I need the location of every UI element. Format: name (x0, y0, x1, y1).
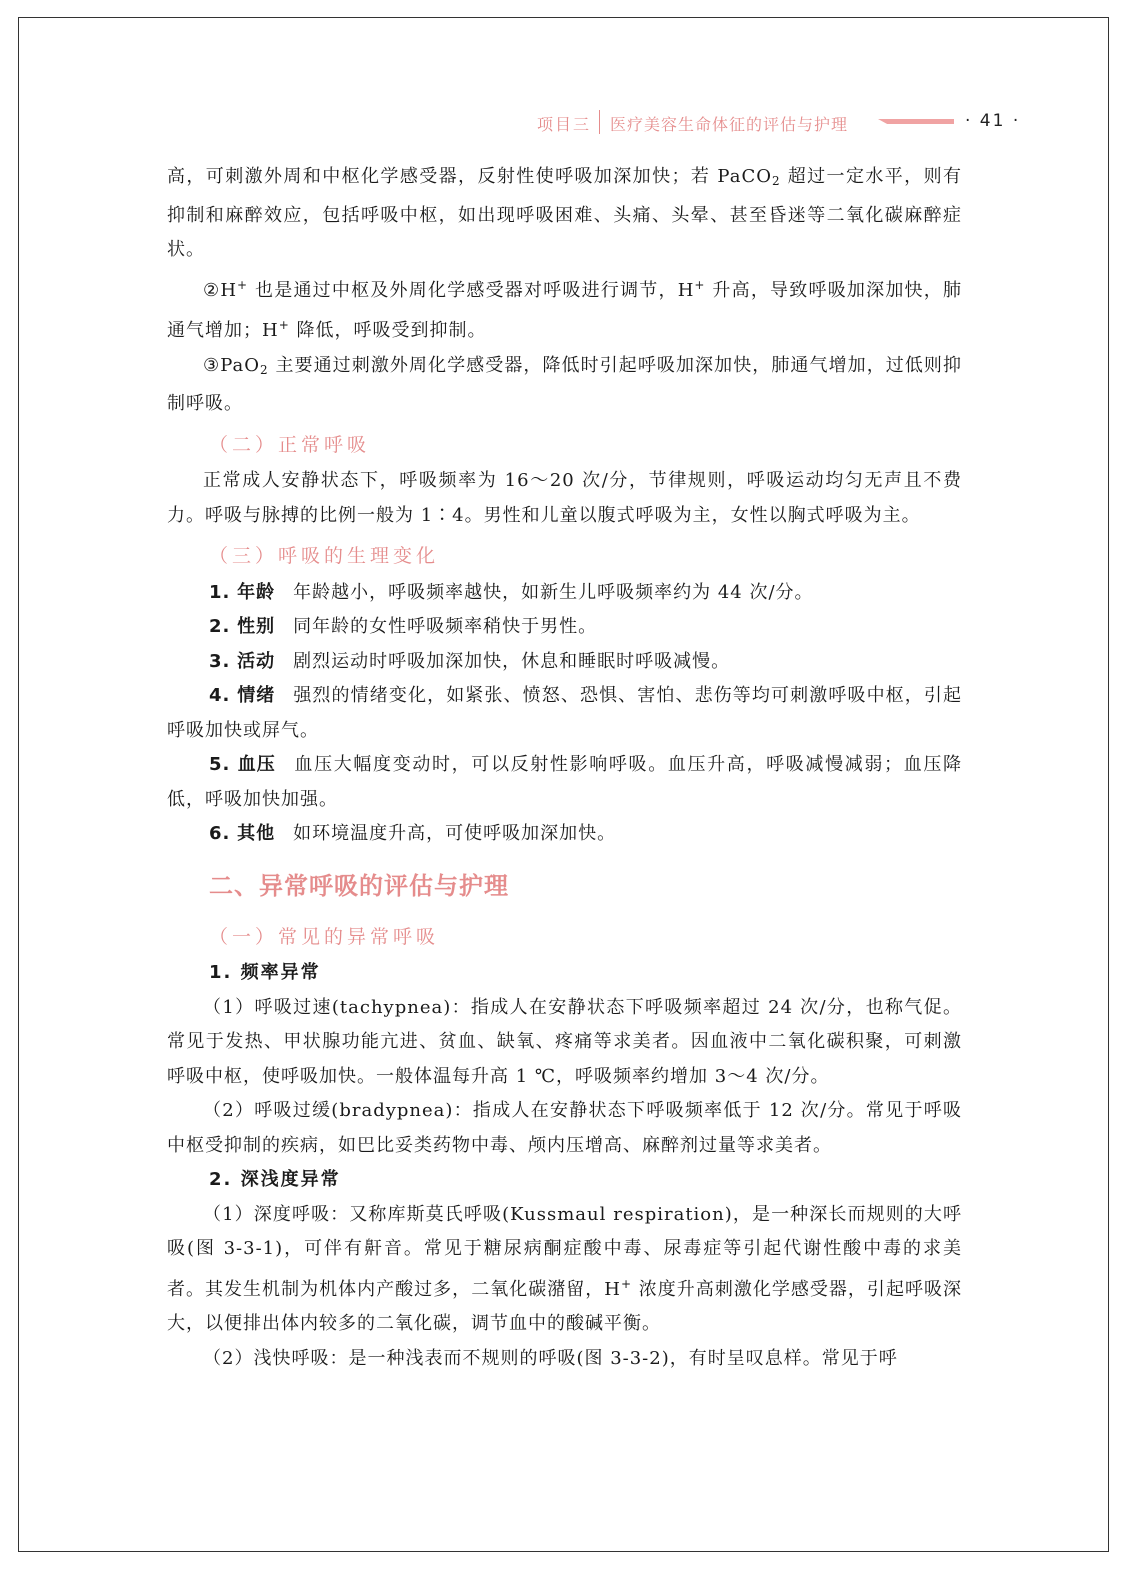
factor-item: 6. 其他 如环境温度升高，可使呼吸加深加快。 (209, 823, 617, 844)
subheading-frequency: 1. 频率异常 (209, 962, 321, 983)
header-chapter-title: 医疗美容生命体征的评估与护理 (610, 115, 849, 134)
paragraph-kussmaul: （1）深度呼吸：又称库斯莫氏呼吸(Kussmaul respiration)，是一种深长而规则的大呼吸(图 3-3-1)，可伴有鼾音。常见于糖尿病酮症酸中毒、尿毒症等引起代谢性酸中毒的求美者。其发生机制为机体内产酸过多，二氧化碳潴留，H+ 浓度升高刺激化学感受器，引起呼吸深大，以便排出体内较多的二氧化碳，调节血中的酸碱平衡。 (167, 1203, 962, 1334)
header-separator (599, 110, 600, 134)
factor-item: 5. 血压 血压大幅度变动时，可以反射性影响呼吸。血压升高，呼吸减慢减弱；血压降低，呼吸加快加强。 (167, 754, 962, 810)
running-head (500, 108, 1040, 136)
heading-common-abnormal: （一）常见的异常呼吸 (209, 925, 440, 948)
paragraph-pao2: ③PaO$_2$ 主要通过刺激外周化学感受器，降低时引起呼吸加深加快，肺通气增加，过低则抑制呼吸。 (167, 354, 963, 414)
paragraph-tachypnea: （1）呼吸过速(tachypnea)：指成人在安静状态下呼吸频率超过 24 次/分，也称气促。常见于发热、甲状腺功能亢进、贫血、缺氧、疼痛等求美者。因血液中二氧化碳积聚，可刺激呼吸中枢，使呼吸加快。一般体温每升高 1 ℃，呼吸频率约增加 3～4 次/分。 (167, 996, 962, 1087)
factor-item: 3. 活动 剧烈运动时呼吸加深加快，休息和睡眠时呼吸减慢。 (209, 650, 731, 672)
factor-item: 4. 情绪 强烈的情绪变化，如紧张、愤怒、恐惧、害怕、悲伤等均可刺激呼吸中枢，引起呼吸加快或屏气。 (167, 685, 962, 741)
heading-physiological-changes: （三）呼吸的生理变化 (209, 545, 440, 567)
header-decoration-bar (878, 119, 954, 124)
page-number: · 41 · (965, 111, 1021, 131)
paragraph-normal-respiration: 正常成人安静状态下，呼吸频率为 16～20 次/分，节律规则，呼吸运动均匀无声且不费力。呼吸与脉搏的比例一般为 1∶4。男性和儿童以腹式呼吸为主，女性以胸式呼吸为主。 (167, 470, 962, 526)
factor-item: 1. 年龄 年龄越小，呼吸频率越快，如新生儿呼吸频率约为 44 次/分。 (209, 581, 814, 603)
heading-normal-respiration: （二）正常呼吸 (209, 433, 371, 456)
paragraph-paco2: 高，可刺激外周和中枢化学感受器，反射性使呼吸加深加快；若 PaCO$_2$ 超过一定水平，则有抑制和麻醉效应，包括呼吸中枢，如出现呼吸困难、头痛、头晕、甚至昏迷等二氧化碳麻醉症状。 (167, 166, 962, 260)
page-body (167, 160, 962, 1376)
paragraph-h-ion: ②H+ 也是通过中枢及外周化学感受器对呼吸进行调节，H+ 升高，导致呼吸加深加快，肺通气增加；H+ 降低，呼吸受到抑制。 (167, 277, 962, 341)
paragraph-shallow: （2）浅快呼吸：是一种浅表而不规则的呼吸(图 3-3-2)，有时呈叹息样。常见于呼 (203, 1347, 898, 1369)
section-heading-abnormal-respiration: 二、异常呼吸的评估与护理 (209, 870, 509, 900)
subheading-depth: 2. 深浅度异常 (209, 1169, 341, 1190)
paragraph-bradypnea: （2）呼吸过缓(bradypnea)：指成人在安静状态下呼吸频率低于 12 次/分。常见于呼吸中枢受抑制的疾病，如巴比妥类药物中毒、颅内压增高、麻醉剂过量等求美者。 (167, 1100, 962, 1156)
factor-item: 2. 性别 同年龄的女性呼吸频率稍快于男性。 (209, 616, 598, 637)
header-project: 项目三 (537, 115, 592, 134)
